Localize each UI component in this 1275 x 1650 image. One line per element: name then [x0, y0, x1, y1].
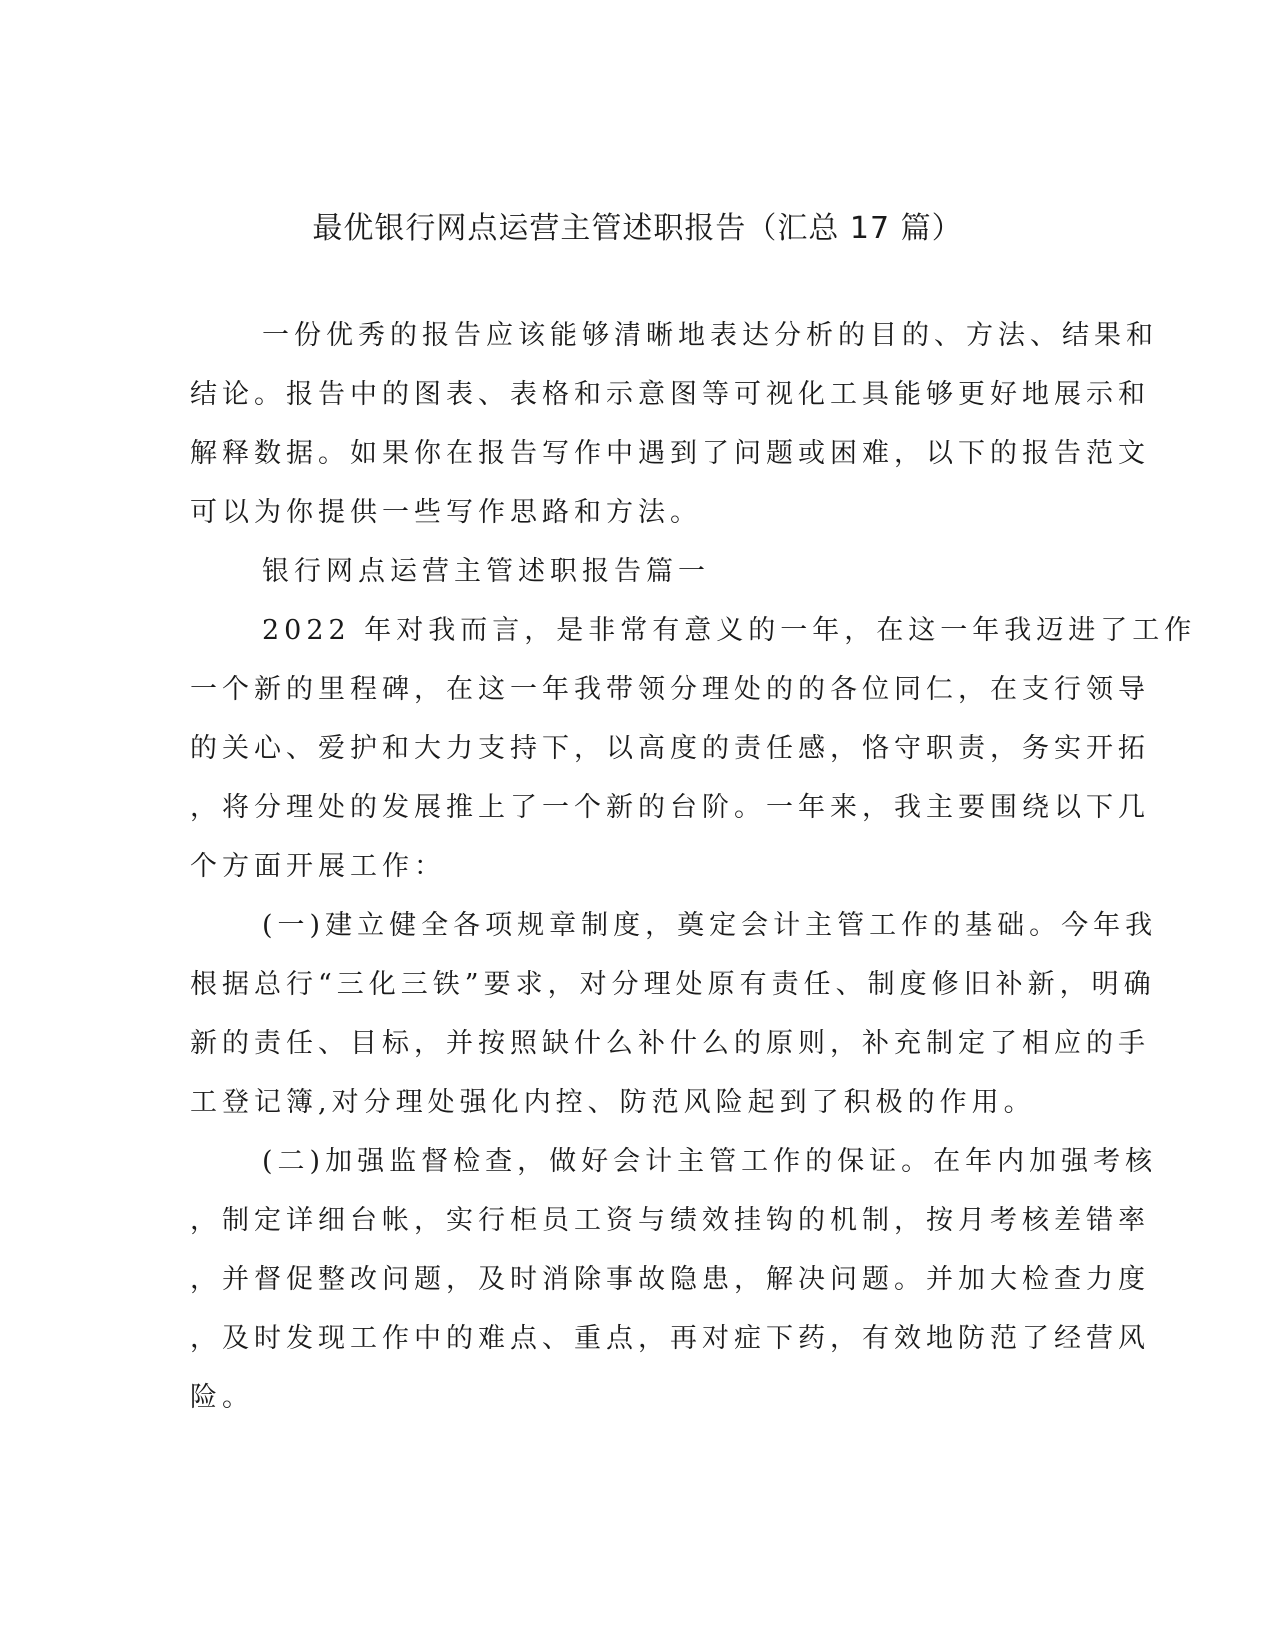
paragraph-line: ，将分理处的发展推上了一个新的台阶。一年来，我主要围绕以下几	[190, 792, 1150, 823]
paragraph-line: 结论。报告中的图表、表格和示意图等可视化工具能够更好地展示和	[190, 379, 1150, 410]
paragraph-line: 险。	[190, 1382, 254, 1413]
paragraph-line: 一份优秀的报告应该能够清晰地表达分析的目的、方法、结果和	[262, 320, 1158, 351]
paragraph-line: 新的责任、目标，并按照缺什么补什么的原则，补充制定了相应的手	[190, 1028, 1150, 1059]
document-title: 最优银行网点运营主管述职报告（汇总 17 篇）	[312, 211, 963, 246]
paragraph-line: 工登记簿,对分理处强化内控、防范风险起到了积极的作用。	[190, 1087, 1036, 1118]
paragraph-line: 的关心、爱护和大力支持下，以高度的责任感，恪守职责，务实开拓	[190, 733, 1150, 764]
paragraph-line: ，制定详细台帐，实行柜员工资与绩效挂钩的机制，按月考核差错率	[190, 1205, 1150, 1236]
paragraph-line: ，并督促整改问题，及时消除事故隐患，解决问题。并加大检查力度	[190, 1264, 1150, 1295]
paragraph-line: 2022 年对我而言，是非常有意义的一年，在这一年我迈进了工作	[262, 615, 1197, 646]
paragraph-line: ，及时发现工作中的难点、重点，再对症下药，有效地防范了经营风	[190, 1323, 1150, 1354]
section-heading: 银行网点运营主管述职报告篇一	[262, 556, 710, 587]
paragraph-line: (二)加强监督检查，做好会计主管工作的保证。在年内加强考核	[262, 1146, 1158, 1177]
paragraph-line: (一)建立健全各项规章制度，奠定会计主管工作的基础。今年我	[262, 910, 1158, 941]
paragraph-line: 个方面开展工作：	[190, 851, 446, 882]
paragraph-line: 根据总行“三化三铁”要求，对分理处原有责任、制度修旧补新，明确	[190, 969, 1156, 1000]
paragraph-line: 可以为你提供一些写作思路和方法。	[190, 497, 702, 528]
paragraph-line: 一个新的里程碑，在这一年我带领分理处的的各位同仁，在支行领导	[190, 674, 1150, 705]
paragraph-line: 解释数据。如果你在报告写作中遇到了问题或困难，以下的报告范文	[190, 438, 1150, 469]
